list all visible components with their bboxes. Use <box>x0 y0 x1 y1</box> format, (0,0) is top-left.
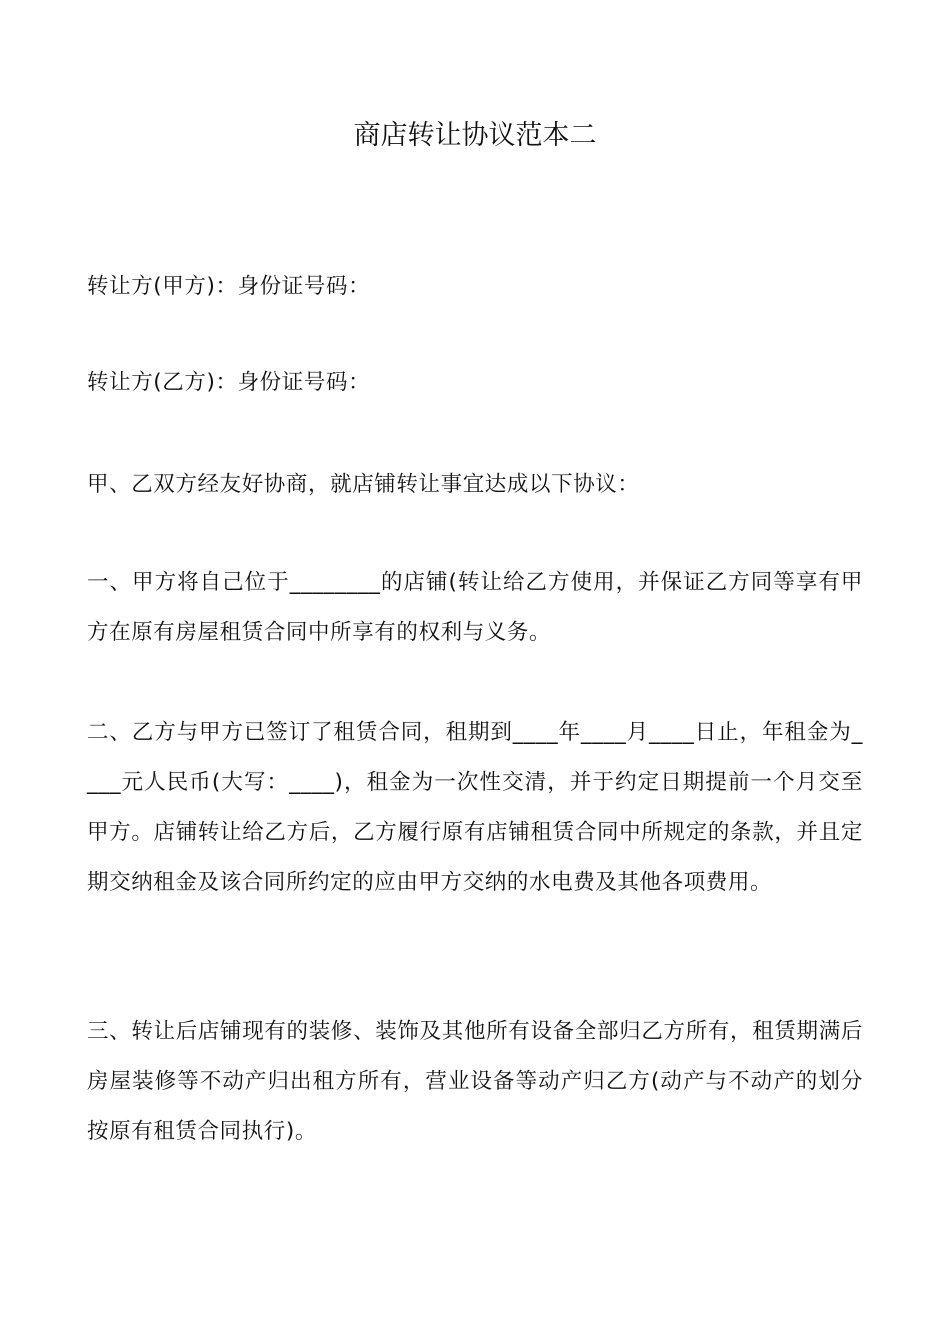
paragraph-party-a: 转让方(甲方)：身份证号码： <box>87 274 371 299</box>
paragraph-clause-two: 二、乙方与甲方已签订了租赁合同，租期到____年____月____日止，年租金为____元人民币(大写：____)，租金为一次性交清，并于约定日期提前一个月交至甲方。店铺转让给乙方后，乙方履行原有店铺租赁合同中所规定的条款，并且定期交纳租金及该合同所约定的应由甲方交纳的水电费及其他各项费用。 <box>87 720 863 895</box>
document-title: 商店转让协议范本二 <box>353 120 597 151</box>
paragraph-party-b: 转让方(乙方)：身份证号码： <box>87 370 371 395</box>
paragraph-clause-three: 三、转让后店铺现有的装修、装饰及其他所有设备全部归乙方所有，租赁期满后房屋装修等不动产归出租方所有，营业设备等动产归乙方(动产与不动产的划分按原有租赁合同执行)。 <box>87 1019 863 1144</box>
paragraph-clause-one: 一、甲方将自己位于________的店铺(转让给乙方使用，并保证乙方同等享有甲方在原有房屋租赁合同中所享有的权利与义务。 <box>87 570 863 645</box>
paragraph-intro: 甲、乙双方经友好协商，就店铺转让事宜达成以下协议： <box>87 472 640 497</box>
